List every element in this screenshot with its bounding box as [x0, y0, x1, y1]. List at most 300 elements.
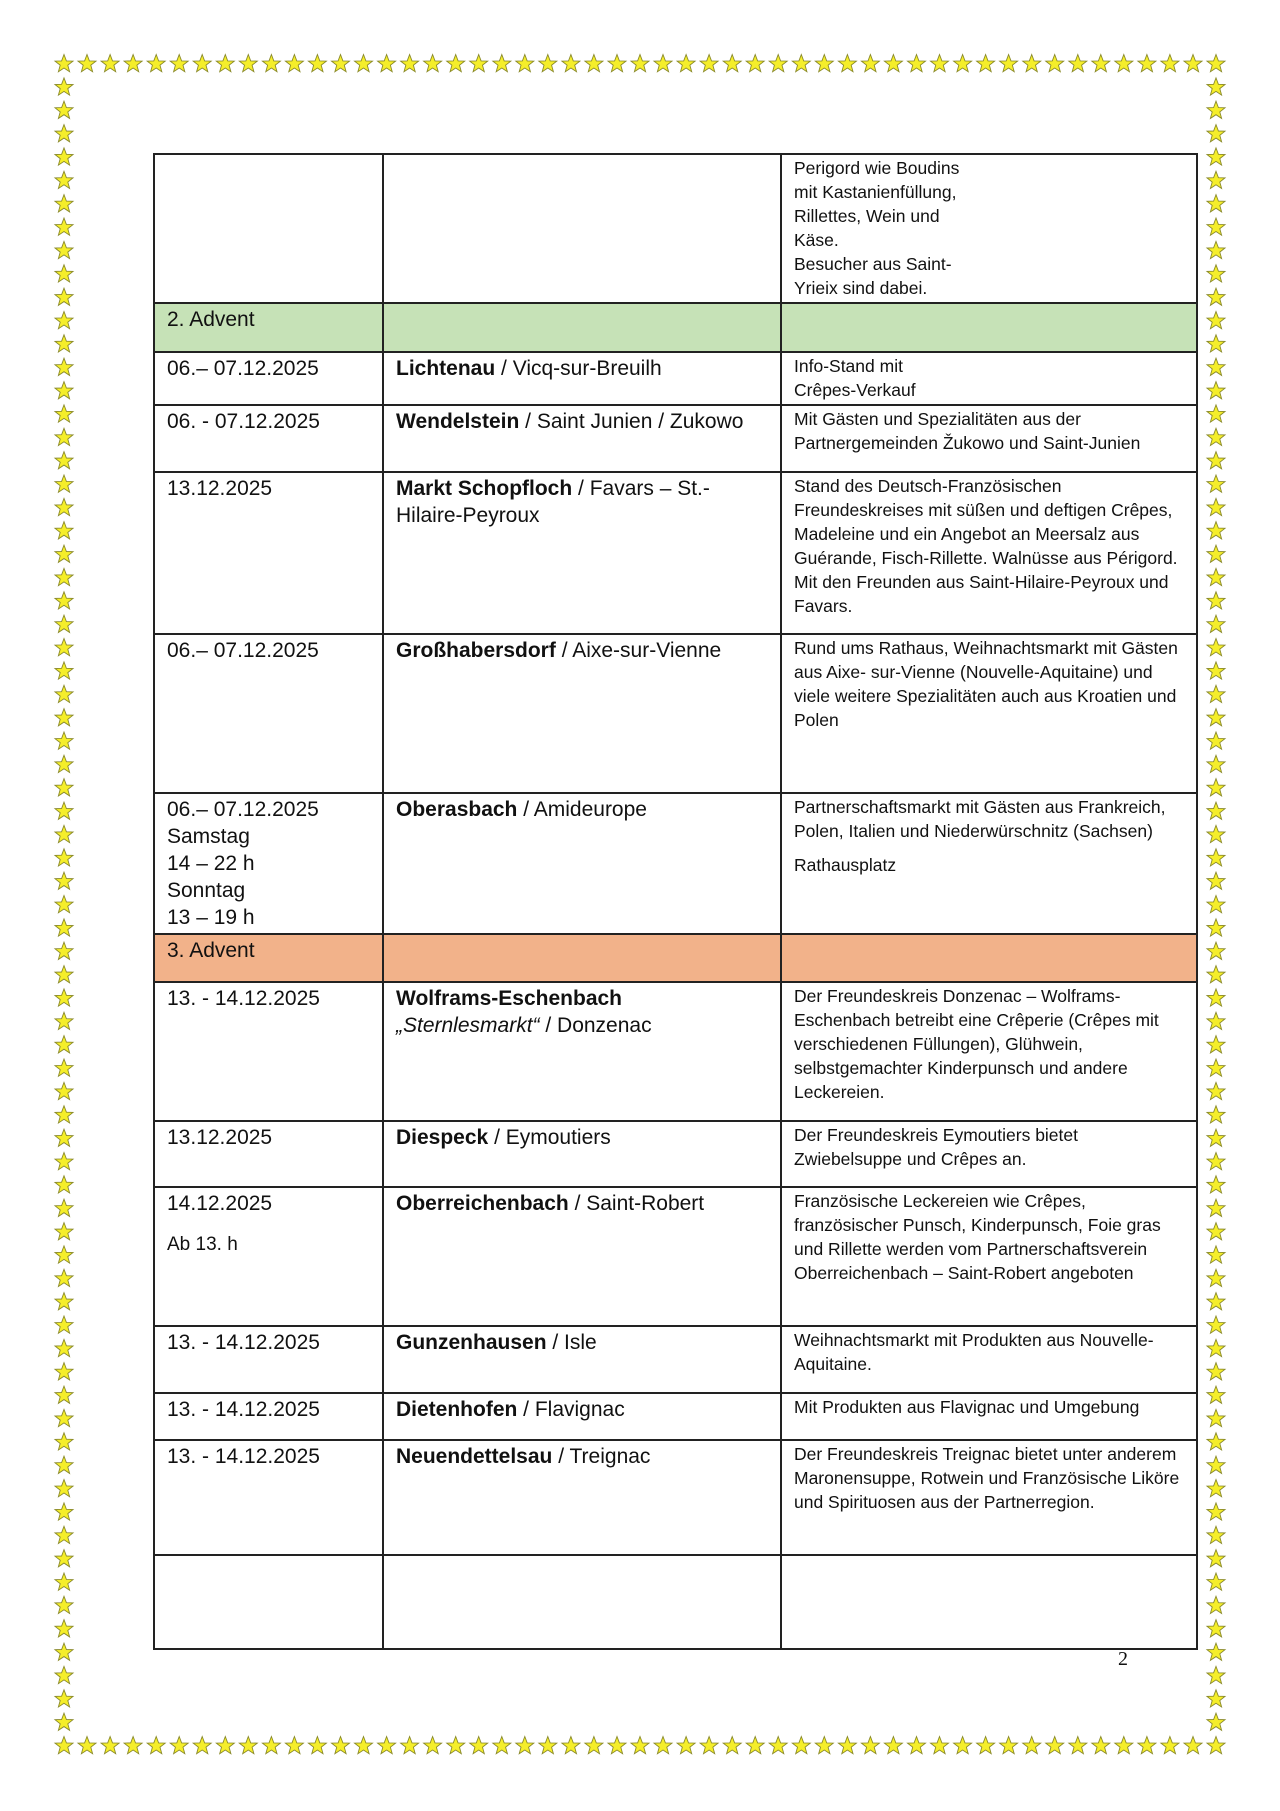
description-cell: Rund ums Rathaus, Weihnachtsmarkt mit Gästen aus Aixe- sur-Vienne (Nouvelle-Aquitaine) und viele weitere Spezialitäten auch aus Kroatien und Polen [781, 634, 1197, 793]
star-icon [1207, 335, 1225, 352]
star-icon [1092, 55, 1110, 72]
star-icon [608, 55, 626, 72]
star-icon [1207, 1223, 1225, 1240]
star-icon [1069, 55, 1087, 72]
star-icon [1069, 1737, 1087, 1754]
star-icon [355, 55, 373, 72]
star-icon [55, 1713, 73, 1730]
star-icon [55, 55, 73, 72]
star-icon [585, 1737, 603, 1754]
market-name: „Sternlesmarkt“ [396, 1014, 540, 1037]
star-icon [55, 148, 73, 165]
star-icon [1207, 1012, 1225, 1029]
star-icon [55, 779, 73, 796]
star-icon [1207, 1293, 1225, 1310]
star-icon [954, 1737, 972, 1754]
star-icon [55, 241, 73, 258]
star-icon [55, 1246, 73, 1263]
star-icon [1207, 405, 1225, 422]
date-cell: 13. - 14.12.2025 [154, 1393, 383, 1440]
star-icon [539, 55, 557, 72]
date-cell: 06.– 07.12.2025 [154, 352, 383, 405]
star-icon [792, 55, 810, 72]
description-cell [781, 352, 1197, 405]
table-row [154, 982, 1197, 1121]
star-icon [55, 1293, 73, 1310]
star-icon [55, 101, 73, 118]
star-icon [55, 405, 73, 422]
date-cell [154, 1555, 383, 1649]
location-note: Rathausplatz [794, 855, 897, 875]
place-cell [383, 982, 781, 1121]
star-icon [55, 942, 73, 959]
place-cell [383, 1555, 781, 1649]
star-icon [285, 1737, 303, 1754]
star-icon [55, 522, 73, 539]
star-icon [378, 55, 396, 72]
description-cell [781, 154, 1197, 303]
opening-hours: Samstag 14 – 22 h Sonntag 13 – 19 h [167, 825, 255, 929]
star-icon [1207, 452, 1225, 469]
star-icon [1207, 779, 1225, 796]
star-icon [1207, 755, 1225, 772]
star-icon [170, 55, 188, 72]
star-icon [516, 55, 534, 72]
star-icon [55, 1690, 73, 1707]
star-icon [1207, 358, 1225, 375]
market-schedule-table [153, 153, 1198, 1650]
star-icon [1207, 1129, 1225, 1146]
star-icon [1092, 1737, 1110, 1754]
star-icon [55, 382, 73, 399]
star-icon [55, 802, 73, 819]
star-icon [55, 1386, 73, 1403]
place-main: Neuendettelsau [396, 1445, 553, 1468]
star-icon [838, 1737, 856, 1754]
star-icon [1207, 1363, 1225, 1380]
place-main: Dietenhofen [396, 1398, 518, 1421]
star-icon [378, 1737, 396, 1754]
star-icon [55, 919, 73, 936]
star-icon [55, 1503, 73, 1520]
star-icon [55, 1339, 73, 1356]
star-icon [1207, 475, 1225, 492]
star-icon [493, 55, 511, 72]
star-icon [55, 335, 73, 352]
place-partner: / Flavignac [517, 1398, 625, 1421]
star-icon [470, 55, 488, 72]
star-icon [769, 1737, 787, 1754]
description-cell: Weihnachtsmarkt mit Produkten aus Nouvelle-Aquitaine. [781, 1326, 1197, 1393]
star-icon [654, 1737, 672, 1754]
description-cell: Der Freundeskreis Donzenac – Wolframs-Eschenbach betreibt eine Crêperie (Crêpes mit verschiedenen Füllungen), Glühwein, selbstgemachter Kinderpunsch und andere Leckereien. [781, 982, 1197, 1121]
star-icon [216, 55, 234, 72]
star-icon [884, 1737, 902, 1754]
star-icon [1207, 1386, 1225, 1403]
star-icon [1207, 592, 1225, 609]
star-icon [124, 55, 142, 72]
star-icon [1207, 662, 1225, 679]
description-cell: Der Freundeskreis Eymoutiers bietet Zwiebelsuppe und Crêpes an. [781, 1121, 1197, 1187]
star-icon [308, 1737, 326, 1754]
star-icon [78, 55, 96, 72]
star-icon [447, 1737, 465, 1754]
star-icon [55, 1059, 73, 1076]
star-icon [55, 1176, 73, 1193]
description-cell: Französische Leckereien wie Crêpes, französischer Punsch, Kinderpunsch, Foie gras und Rillette werden vom Partnerschaftsverein Oberreichenbach – Saint-Robert angeboten [781, 1187, 1197, 1326]
star-icon [55, 1153, 73, 1170]
page-number: 2 [1118, 1648, 1128, 1670]
star-icon [861, 1737, 879, 1754]
star-icon [1207, 101, 1225, 118]
star-icon [1207, 55, 1225, 72]
star-icon [1207, 1503, 1225, 1520]
star-icon [1046, 1737, 1064, 1754]
star-icon [1207, 1550, 1225, 1567]
description-cell: Mit Produkten aus Flavignac und Umgebung [781, 1393, 1197, 1440]
star-icon [1207, 1316, 1225, 1333]
table-row [154, 793, 1197, 934]
star-icon [55, 125, 73, 142]
description-text: Info-Stand mit Crêpes-Verkauf [794, 356, 916, 400]
star-icon [55, 639, 73, 656]
star-icon [1207, 989, 1225, 1006]
table-row [154, 154, 1197, 303]
star-icon [1000, 1737, 1018, 1754]
description-text: Partnerschaftsmarkt mit Gästen aus Frankreich, Polen, Italien und Niederwürschnitz (Sachsen) [794, 797, 1166, 841]
star-icon [1207, 919, 1225, 936]
place-cell [383, 1187, 781, 1326]
star-icon [216, 1737, 234, 1754]
star-icon [1207, 1433, 1225, 1450]
star-icon [332, 1737, 350, 1754]
table-row [154, 1393, 1197, 1440]
star-icon [1207, 1620, 1225, 1637]
star-icon [1207, 148, 1225, 165]
star-icon [1207, 639, 1225, 656]
star-icon [1207, 1106, 1225, 1123]
star-icon [1207, 1643, 1225, 1660]
star-icon [401, 55, 419, 72]
place-partner: / Amideurope [517, 798, 647, 821]
star-icon [262, 55, 280, 72]
table-row [154, 352, 1197, 405]
star-icon [55, 171, 73, 188]
star-icon [193, 1737, 211, 1754]
star-icon [55, 545, 73, 562]
star-icon [55, 1573, 73, 1590]
date-text: 14.12.2025 [167, 1192, 273, 1215]
star-icon [101, 55, 119, 72]
opening-time: Ab 13. h [167, 1234, 238, 1255]
description-cell [781, 1555, 1197, 1649]
star-icon [1207, 615, 1225, 632]
place-main: Oberasbach [396, 798, 518, 821]
star-icon [332, 55, 350, 72]
star-icon [585, 55, 603, 72]
star-icon [931, 1737, 949, 1754]
date-cell: 13. - 14.12.2025 [154, 1440, 383, 1555]
star-icon [55, 452, 73, 469]
star-icon [147, 55, 165, 72]
star-icon [677, 55, 695, 72]
place-main: Oberreichenbach [396, 1192, 569, 1215]
star-icon [55, 872, 73, 889]
section-row-advent-3 [154, 934, 1197, 982]
star-icon [470, 1737, 488, 1754]
star-icon [769, 55, 787, 72]
star-icon [55, 1269, 73, 1286]
star-icon [1207, 1176, 1225, 1193]
star-icon [55, 1620, 73, 1637]
star-icon [700, 55, 718, 72]
star-icon [516, 1737, 534, 1754]
star-icon [1207, 1059, 1225, 1076]
star-icon [1046, 55, 1064, 72]
description-cell: Mit Gästen und Spezialitäten aus der Partnergemeinden Žukowo und Saint-Junien [781, 405, 1197, 472]
place-main: Wendelstein [396, 410, 520, 433]
star-icon [55, 1480, 73, 1497]
star-icon [931, 55, 949, 72]
star-icon [1207, 1153, 1225, 1170]
date-text: 06.– 07.12.2025 [167, 798, 319, 821]
star-icon [55, 568, 73, 585]
place-cell [383, 405, 781, 472]
star-icon [631, 1737, 649, 1754]
star-icon [55, 195, 73, 212]
star-icon [55, 1036, 73, 1053]
date-cell: 06. - 07.12.2025 [154, 405, 383, 472]
star-icon [147, 1737, 165, 1754]
table-row [154, 405, 1197, 472]
star-icon [239, 1737, 257, 1754]
star-icon [1023, 55, 1041, 72]
star-icon [1207, 125, 1225, 142]
star-icon [55, 709, 73, 726]
star-icon [861, 55, 879, 72]
star-icon [1138, 1737, 1156, 1754]
star-icon [1207, 802, 1225, 819]
table-row [154, 1555, 1197, 1649]
star-icon [1184, 55, 1202, 72]
star-icon [170, 1737, 188, 1754]
star-icon [1138, 55, 1156, 72]
star-icon [631, 55, 649, 72]
section-label: 2. Advent [154, 303, 383, 352]
star-icon [1207, 685, 1225, 702]
star-icon [654, 55, 672, 72]
star-icon [1207, 522, 1225, 539]
table-row [154, 1187, 1197, 1326]
star-icon [677, 1737, 695, 1754]
star-icon [55, 732, 73, 749]
star-icon [1207, 218, 1225, 235]
star-icon [1207, 872, 1225, 889]
star-icon [1207, 1246, 1225, 1263]
star-icon [792, 1737, 810, 1754]
date-cell: 13.12.2025 [154, 1121, 383, 1187]
star-icon [1207, 966, 1225, 983]
place-partner: / Isle [546, 1331, 597, 1354]
star-icon [1207, 849, 1225, 866]
star-icon [55, 989, 73, 1006]
star-icon [838, 55, 856, 72]
star-icon [1207, 1690, 1225, 1707]
star-icon [55, 615, 73, 632]
star-icon [1207, 1269, 1225, 1286]
star-icon [55, 1550, 73, 1567]
star-icon [1207, 1480, 1225, 1497]
star-icon [55, 685, 73, 702]
star-icon [746, 1737, 764, 1754]
star-icon [1115, 1737, 1133, 1754]
star-icon [1207, 1713, 1225, 1730]
star-icon [1161, 55, 1179, 72]
star-icon [1207, 568, 1225, 585]
star-icon [55, 1082, 73, 1099]
star-icon [55, 1363, 73, 1380]
star-icon [55, 1129, 73, 1146]
star-icon [55, 498, 73, 515]
star-icon [55, 475, 73, 492]
star-icon [262, 1737, 280, 1754]
date-cell: 06.– 07.12.2025 [154, 634, 383, 793]
star-icon [55, 1526, 73, 1543]
star-icon [55, 1456, 73, 1473]
star-icon [977, 55, 995, 72]
star-icon [1115, 55, 1133, 72]
star-icon [1207, 1737, 1225, 1754]
star-icon [55, 1199, 73, 1216]
star-icon [954, 55, 972, 72]
star-icon [447, 55, 465, 72]
star-icon [1207, 382, 1225, 399]
star-icon [1207, 1526, 1225, 1543]
place-cell [383, 1440, 781, 1555]
star-icon [1207, 312, 1225, 329]
star-icon [723, 1737, 741, 1754]
place-main: Gunzenhausen [396, 1331, 547, 1354]
place-main: Lichtenau [396, 357, 496, 380]
star-icon [1207, 825, 1225, 842]
star-icon [908, 55, 926, 72]
star-icon [723, 55, 741, 72]
star-icon [55, 358, 73, 375]
star-icon [355, 1737, 373, 1754]
star-icon [1207, 709, 1225, 726]
star-icon [1207, 428, 1225, 445]
star-icon [1207, 1573, 1225, 1590]
star-icon [1207, 545, 1225, 562]
star-icon [55, 755, 73, 772]
place-partner: / Saint-Robert [568, 1192, 705, 1215]
table-row [154, 1121, 1197, 1187]
star-icon [562, 1737, 580, 1754]
star-icon [1207, 498, 1225, 515]
star-icon [1207, 1409, 1225, 1426]
star-icon [55, 966, 73, 983]
star-icon [1207, 732, 1225, 749]
place-partner: / Saint Junien / Zukowo [519, 410, 744, 433]
star-icon [1207, 265, 1225, 282]
place-cell [383, 472, 781, 634]
star-icon [1161, 1737, 1179, 1754]
place-cell [383, 154, 781, 303]
star-icon [401, 1737, 419, 1754]
date-cell: 13. - 14.12.2025 [154, 1326, 383, 1393]
star-icon [55, 1433, 73, 1450]
star-icon [424, 55, 442, 72]
star-icon [1207, 1199, 1225, 1216]
star-icon [700, 1737, 718, 1754]
star-icon [285, 55, 303, 72]
star-icon [55, 428, 73, 445]
star-icon [55, 1012, 73, 1029]
star-icon [55, 218, 73, 235]
place-main: Wolframs-Eschenbach [396, 987, 623, 1010]
star-icon [55, 288, 73, 305]
star-icon [55, 312, 73, 329]
star-icon [55, 1316, 73, 1333]
star-icon [1207, 942, 1225, 959]
star-icon [562, 55, 580, 72]
star-icon [55, 849, 73, 866]
star-icon [815, 55, 833, 72]
star-icon [539, 1737, 557, 1754]
date-cell [154, 793, 383, 934]
star-icon [746, 55, 764, 72]
star-icon [493, 1737, 511, 1754]
star-icon [55, 78, 73, 95]
date-cell: 13. - 14.12.2025 [154, 982, 383, 1121]
place-cell [383, 352, 781, 405]
star-icon [1207, 288, 1225, 305]
table-row [154, 1440, 1197, 1555]
star-icon [78, 1737, 96, 1754]
star-icon [101, 1737, 119, 1754]
table-row [154, 634, 1197, 793]
description-cell: Stand des Deutsch-Französischen Freundeskreises mit süßen und deftigen Crêpes, Madeleine und ein Angebot an Meersalz aus Guérande, Fisch-Rillette. Walnüsse aus Périgord. Mit den Freunden aus Saint-Hilaire-Peyroux und Favars. [781, 472, 1197, 634]
place-cell [383, 793, 781, 934]
place-main: Großhabersdorf [396, 639, 556, 662]
place-partner: / Vicq-sur-Breuilh [495, 357, 662, 380]
description-cell: Der Freundeskreis Treignac bietet unter anderem Maronensuppe, Rotwein und Französische Liköre und Spirituosen aus der Partnerregion. [781, 1440, 1197, 1555]
date-cell [154, 1187, 383, 1326]
star-icon [908, 1737, 926, 1754]
place-cell [383, 1393, 781, 1440]
table-row [154, 1326, 1197, 1393]
star-icon [1207, 896, 1225, 913]
star-icon [1207, 78, 1225, 95]
star-icon [608, 1737, 626, 1754]
star-icon [55, 1666, 73, 1683]
section-label: 3. Advent [154, 934, 383, 982]
place-main: Markt Schopfloch [396, 477, 573, 500]
star-icon [1207, 1339, 1225, 1356]
star-icon [1000, 55, 1018, 72]
date-cell: 13.12.2025 [154, 472, 383, 634]
star-icon [815, 1737, 833, 1754]
star-icon [1207, 195, 1225, 212]
place-partner: / Eymoutiers [488, 1126, 611, 1149]
star-icon [1184, 1737, 1202, 1754]
star-icon [1207, 241, 1225, 258]
star-icon [55, 265, 73, 282]
place-partner: / Donzenac [539, 1014, 652, 1037]
description-text: Perigord wie Boudins mit Kastanienfüllung, Rillettes, Wein und Käse. Besucher aus Saint- Yrieix sind dabei. [794, 158, 960, 298]
star-icon [1207, 1036, 1225, 1053]
table-row [154, 472, 1197, 634]
